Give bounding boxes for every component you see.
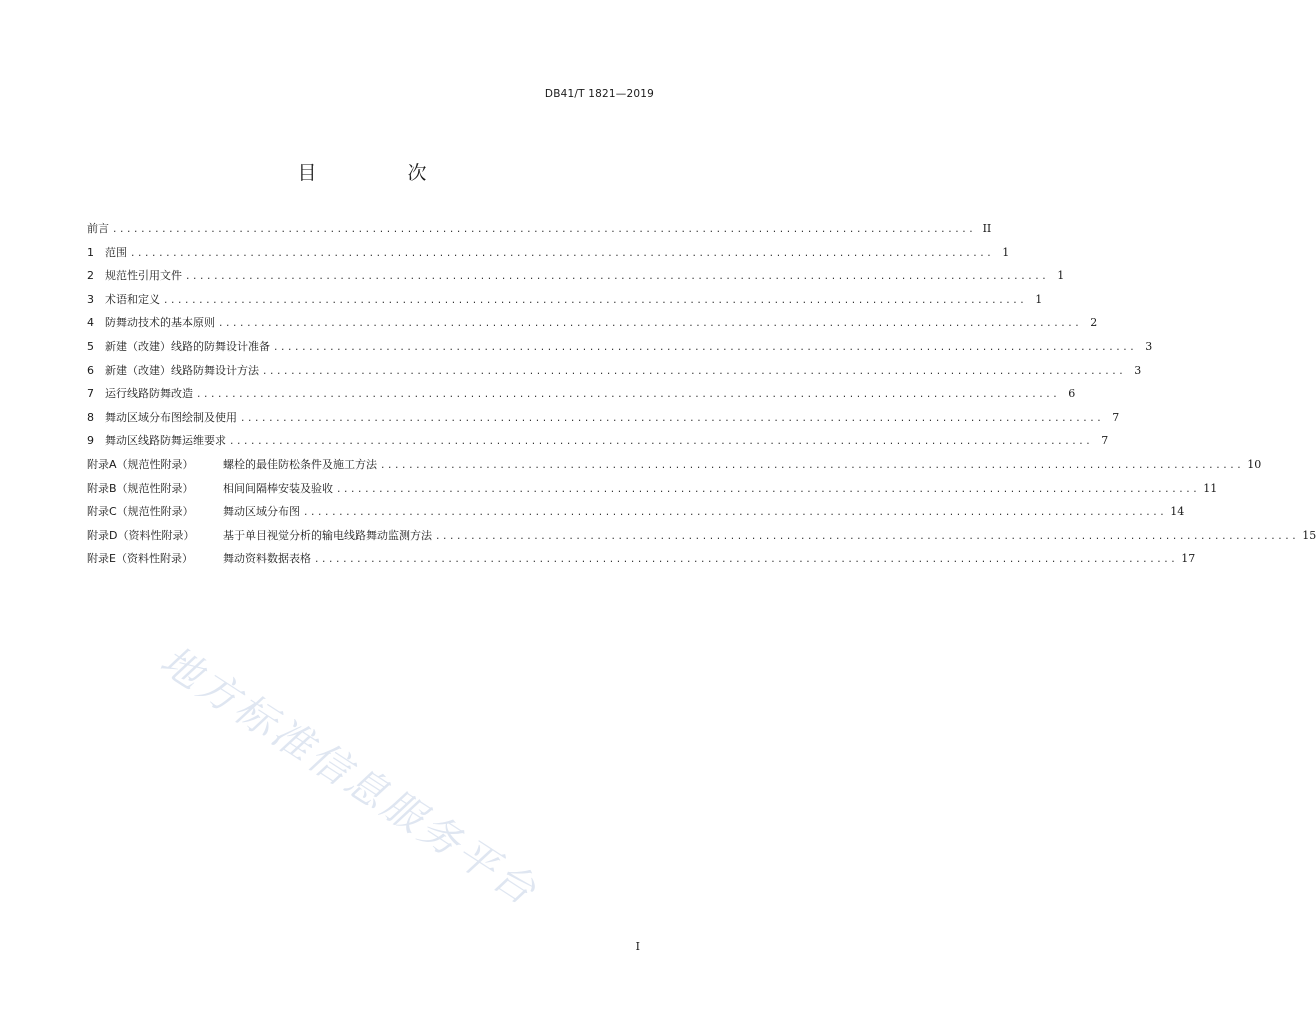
appendix-id: 附录C（规范性附录） [87, 505, 194, 519]
dot-leader: ........................................................................................................................... [336, 484, 1200, 495]
toc-page-number: II [982, 222, 992, 235]
dot-leader: ........................................................................................................................... [380, 460, 1244, 471]
toc-page-number: 7 [1101, 434, 1109, 448]
toc-page-number: 6 [1068, 387, 1076, 401]
toc-appendix-c[interactable] [87, 502, 1185, 526]
toc-page-number: 2 [1090, 316, 1098, 330]
toc-appendix-a[interactable] [87, 455, 1262, 479]
toc-entry-9[interactable] [87, 431, 1109, 455]
toc-page-number: 1 [1035, 292, 1043, 306]
toc-entry-label: 运行线路防舞改造 [105, 387, 193, 401]
toc-appendix-e[interactable] [87, 549, 1196, 573]
dot-leader: ........................................................................................................................... [196, 390, 1060, 401]
toc-entry-label: 范围 [105, 245, 127, 259]
dot-leader: ........................................................................................................................... [262, 366, 1126, 377]
toc-page-number: 15 [1302, 528, 1316, 542]
appendix-id: 附录E（资料性附录） [87, 552, 193, 566]
dot-leader: ........................................................................................................................... [130, 248, 994, 259]
appendix-id: 附录B（规范性附录） [87, 481, 194, 495]
toc-chapter-number: 7 [87, 387, 94, 401]
toc-page-number: 17 [1181, 552, 1196, 566]
toc-entry-label: 防舞动技术的基本原则 [105, 316, 215, 330]
toc-page-number: 7 [1112, 410, 1120, 424]
toc-entry-label: 基于单目视觉分析的输电线路舞动监测方法 [223, 528, 432, 542]
toc-entry-6[interactable] [87, 361, 1142, 385]
toc-appendix-label [87, 549, 223, 569]
toc-page-number: 3 [1134, 363, 1142, 377]
dot-leader: ........................................................................................................................... [218, 319, 1082, 330]
toc-entry-label: 螺栓的最佳防松条件及施工方法 [223, 457, 377, 471]
toc-entry-7[interactable] [87, 384, 1076, 408]
table-of-contents [87, 219, 1316, 573]
dot-leader: ........................................................................................................................... [435, 531, 1299, 542]
toc-chapter-number: 6 [87, 363, 94, 377]
appendix-id: 附录D（资料性附录） [87, 528, 195, 542]
dot-leader: ........................................................................................................................... [163, 295, 1027, 306]
toc-page-number: 3 [1145, 339, 1153, 353]
toc-entry-label: 舞动区域分布图绘制及使用 [105, 410, 237, 424]
watermark: 地方标准信息服务平台 [152, 637, 547, 916]
toc-page-number: 14 [1170, 505, 1185, 519]
toc-appendix-b[interactable] [87, 479, 1218, 503]
dot-leader: ........................................................................................................................... [314, 555, 1178, 566]
toc-page-number: 1 [1002, 245, 1010, 259]
toc-appendix-label [87, 479, 223, 499]
toc-entry-3[interactable] [87, 290, 1043, 314]
dot-leader: ........................................................................................................................... [185, 272, 1049, 283]
toc-entry-label: 新建（改建）线路防舞设计方法 [105, 363, 259, 377]
toc-page-number: 1 [1057, 269, 1065, 283]
toc-chapter-number: 9 [87, 434, 94, 448]
toc-entry-label: 舞动区线路防舞运维要求 [105, 434, 226, 448]
toc-entry-label: 规范性引用文件 [105, 269, 182, 283]
dot-leader: ........................................................................................................................... [229, 437, 1093, 448]
toc-entry-2[interactable] [87, 266, 1065, 290]
dot-leader: ........................................................................................................................... [273, 342, 1137, 353]
toc-entry-label: 术语和定义 [105, 292, 160, 306]
dot-leader: ........................................................................................................................... [112, 225, 976, 235]
toc-entry-label: 舞动区域分布图 [223, 505, 300, 519]
toc-page-number: 11 [1203, 481, 1218, 495]
standard-code: DB41/T 1821—2019 [544, 88, 654, 100]
toc-chapter-number: 3 [87, 292, 94, 306]
toc-chapter-number: 8 [87, 410, 94, 424]
toc-chapter-number: 2 [87, 269, 94, 283]
toc-entry-foreword[interactable] [87, 219, 992, 243]
footer-page-number: I [635, 940, 640, 953]
dot-leader: ........................................................................................................................... [303, 508, 1167, 519]
toc-entry-4[interactable] [87, 313, 1098, 337]
toc-chapter-number: 4 [87, 316, 94, 330]
appendix-id: 附录A（规范性附录） [87, 457, 194, 471]
toc-entry-5[interactable] [87, 337, 1153, 361]
toc-entry-label: 前言 [87, 222, 109, 235]
toc-page-number: 10 [1247, 457, 1262, 471]
toc-appendix-label [87, 455, 223, 475]
toc-appendix-label [87, 502, 223, 522]
page-title: 目 次 [297, 162, 463, 184]
toc-entry-1[interactable] [87, 243, 1010, 267]
toc-chapter-number: 5 [87, 339, 94, 353]
toc-entry-label: 新建（改建）线路的防舞设计准备 [105, 339, 270, 353]
toc-appendix-d[interactable] [87, 526, 1316, 550]
toc-entry-label: 相间间隔棒安装及验收 [223, 481, 333, 495]
dot-leader: ........................................................................................................................... [240, 413, 1104, 424]
toc-chapter-number: 1 [87, 245, 94, 259]
toc-appendix-label [87, 526, 223, 546]
toc-entry-8[interactable] [87, 408, 1120, 432]
toc-entry-label: 舞动资料数据表格 [223, 552, 311, 566]
